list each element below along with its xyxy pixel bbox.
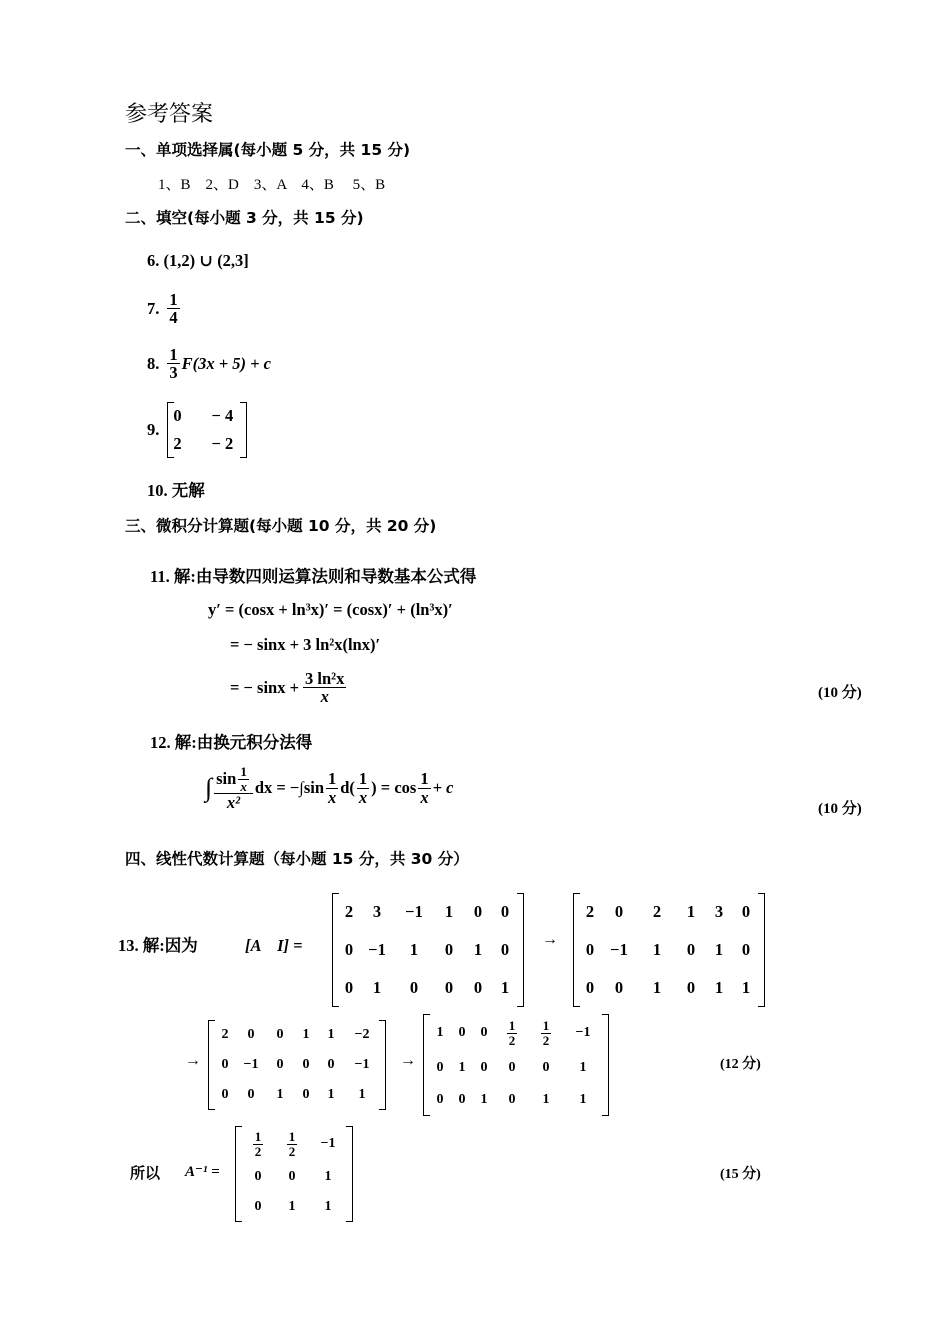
arrow-1: → [542, 931, 558, 948]
linalg.m1-cell: 0 [473, 978, 483, 997]
score-12: (12 分) [720, 1057, 761, 1072]
matrix-2-bracket [573, 893, 765, 1007]
q9-cell: 0 [173, 406, 182, 425]
q11-line1: y′ = (cosx + ln³x)′ = (cosx)′ + (ln³x)′ [208, 600, 453, 619]
linalg.m4-cell: 0 [480, 1060, 488, 1075]
linalg.m4-cell: 0 [508, 1092, 516, 1107]
q12-main-numerator [214, 765, 253, 794]
q8-fraction [167, 346, 179, 382]
q12-frac3-num: 1 [358, 769, 368, 789]
q8-denominator: 3 [169, 363, 178, 383]
q11-denominator: x [320, 687, 329, 707]
linalg.m2-cell: 0 [585, 940, 595, 959]
linalg.inv-cell: 1 [324, 1199, 332, 1214]
m4-cell [529, 1014, 563, 1052]
page-title: 参考答案 [125, 102, 214, 127]
inv-cell [241, 1126, 275, 1162]
linalg.m1-cell: 2 [344, 902, 354, 921]
q12-d: d( [340, 778, 355, 798]
q11-line3-prefix: = − sinx + [230, 677, 300, 697]
linalg.m2-cell: 1 [714, 940, 724, 959]
half-fraction: $\frac{1}{2}$ [508, 1017, 516, 1048]
linalg.m1-cell: −1 [405, 902, 423, 921]
answer-q7 [147, 291, 182, 327]
q12-constant: + c [432, 778, 454, 798]
q9-label: 9. [147, 420, 160, 439]
linalg.m4-cell: 1 [579, 1092, 587, 1107]
matrix-3-bracket [208, 1020, 386, 1110]
linalg.m4-cell: 0 [436, 1060, 444, 1075]
q13-heading: 13. 解:因为 [118, 936, 198, 955]
q7-denominator: 4 [169, 308, 178, 328]
half-fraction: $\frac{1}{2}$ [542, 1017, 550, 1048]
linalg.m1-cell: 0 [409, 978, 419, 997]
so-label: 所以 [130, 1166, 161, 1182]
inv-cell [275, 1126, 309, 1162]
m4-cell: −1 [575, 1025, 591, 1040]
q12-heading: 12. 解:由换元积分法得 [150, 733, 313, 752]
linalg.m1-cell: 1 [409, 940, 419, 959]
linalg.m1-cell: 1 [500, 978, 510, 997]
q12-cos: ) = cos [371, 778, 417, 798]
inv-cell: −1 [320, 1136, 336, 1151]
linalg.m3-cell: 0 [221, 1087, 229, 1102]
q7-numerator: 1 [169, 290, 178, 309]
half-fraction: $\frac{1}{2}$ [288, 1128, 296, 1159]
m4-cell: 0 [458, 1025, 466, 1040]
q12-main-denominator: x² [226, 793, 241, 813]
linalg.m2-cell: 0 [686, 978, 696, 997]
section-heading-linear-algebra: 四、线性代数计算题（每小题 15 分，共 30 分） [125, 850, 469, 868]
q12-inner-den: x [240, 778, 247, 794]
linalg.m3-cell: 0 [221, 1057, 229, 1072]
linalg.m1-cell: 1 [444, 902, 454, 921]
linalg.m3-cell: 0 [276, 1027, 284, 1042]
answer-q10: 10. 无解 [147, 481, 205, 500]
inverse-matrix [235, 1126, 353, 1222]
linalg.m2-cell: 0 [614, 978, 624, 997]
linalg.m3-cell: 1 [302, 1027, 310, 1042]
q12-frac2-num: 1 [328, 769, 337, 789]
m4-cell: 0 [480, 1025, 488, 1040]
q9-cell: − 4 [211, 406, 234, 425]
linalg.m3-cell: 0 [327, 1057, 335, 1072]
linalg.m4-cell: 1 [579, 1060, 587, 1075]
linalg.m4-cell: 0 [508, 1060, 516, 1075]
q12-frac4-den: x [420, 787, 429, 807]
q11-line2: = − sinx + 3 ln²x(lnx)′ [230, 635, 381, 654]
matrix-3 [208, 1020, 386, 1110]
linalg.m2-cell: 0 [741, 940, 751, 959]
q11-fraction [303, 670, 346, 706]
linalg.m1-cell: −1 [368, 940, 386, 959]
arrow-2: → [185, 1052, 201, 1069]
linalg.m3-cell: −2 [354, 1027, 370, 1042]
linalg.inv-cell: 0 [288, 1169, 296, 1184]
q9-matrix [167, 402, 247, 458]
linalg.m2-cell: 1 [686, 902, 696, 921]
q8-label: 8. [147, 353, 160, 373]
linalg.m2-cell: 2 [585, 902, 595, 921]
linalg.inv-cell: 1 [324, 1169, 332, 1184]
answer-q6: 6. (1,2) ∪ (2,3] [147, 251, 249, 270]
matrix-1-bracket [332, 893, 524, 1007]
q11-numerator: 3 ln²x [305, 669, 345, 688]
linalg.m3-cell: 1 [276, 1087, 284, 1102]
linalg.m3-cell: 0 [247, 1027, 255, 1042]
matrix-4-bracket [423, 1014, 609, 1116]
q12-score: (10 分) [818, 801, 862, 817]
q8-numerator: 1 [169, 345, 178, 364]
linalg.m3-cell: 0 [247, 1087, 255, 1102]
linalg.m1-cell: 3 [372, 902, 382, 921]
linalg.inv-cell: 0 [254, 1169, 262, 1184]
linalg.m3-cell: 0 [276, 1057, 284, 1072]
linalg.m2-cell: −1 [610, 940, 628, 959]
choice-answers: 1、B 2、D 3、A 4、B 5、B [158, 177, 386, 193]
linalg.m2-cell: 0 [741, 902, 751, 921]
linalg.m4-cell: 1 [480, 1092, 488, 1107]
q12-main-fraction [214, 765, 253, 812]
section-heading-fill: 二、填空(每小题 3 分，共 15 分) [125, 209, 364, 227]
linalg.m2-cell: 0 [686, 940, 696, 959]
linalg.m3-cell: 0 [302, 1087, 310, 1102]
arrow-3: → [400, 1052, 416, 1069]
linalg.m4-cell: 1 [542, 1092, 550, 1107]
linalg.m2-cell: 3 [714, 902, 724, 921]
linalg.m1-cell: 0 [344, 940, 354, 959]
linalg.m2-cell: 1 [714, 978, 724, 997]
linalg.m1-cell: 1 [372, 978, 382, 997]
score-15: (15 分) [720, 1167, 761, 1182]
linalg.m1-cell: 0 [473, 902, 483, 921]
q9-cell: − 2 [211, 434, 234, 453]
m4-cell: 1 [436, 1025, 444, 1040]
q7-label: 7. [147, 298, 160, 318]
q12-frac3-den: x [358, 787, 368, 807]
linalg.m3-cell: 1 [358, 1087, 366, 1102]
q12-frac2 [326, 770, 338, 806]
m4-cell [495, 1014, 529, 1052]
matrix-2 [573, 893, 765, 1007]
section-heading-calculus: 三、微积分计算题(每小题 10 分，共 20 分) [125, 517, 437, 535]
linalg.inv-cell: 1 [288, 1199, 296, 1214]
linalg.m3-cell: 1 [327, 1087, 335, 1102]
q12-frac3 [357, 770, 369, 806]
linalg.m3-cell: 0 [302, 1057, 310, 1072]
linalg.m4-cell: 0 [458, 1092, 466, 1107]
q12-dx: dx = −∫sin [254, 778, 324, 798]
q11-score: (10 分) [818, 685, 862, 701]
linalg.m2-cell: 0 [585, 978, 595, 997]
linalg.m2-cell: 1 [741, 978, 751, 997]
integral-sign: ∫ [205, 773, 213, 803]
linalg.m1-cell: 0 [500, 940, 510, 959]
answer-q9 [147, 402, 247, 458]
q9-cell: 2 [173, 434, 182, 453]
q13-AI: [A I] = [245, 936, 303, 955]
q11-line3 [230, 670, 348, 706]
linalg.m3-cell: −1 [243, 1057, 259, 1072]
section-heading-choice: 一、单项选择属(每小题 5 分，共 15 分) [125, 141, 411, 159]
answer-q8 [147, 346, 271, 382]
q12-sin: sin [216, 769, 237, 789]
linalg.m3-cell: −1 [354, 1057, 370, 1072]
q12-inner-num: 1 [240, 764, 247, 779]
A-inverse-label: A⁻¹ = [185, 1164, 220, 1180]
q12-frac2-den: x [328, 787, 337, 807]
linalg.m2-cell: 1 [652, 978, 662, 997]
q11-heading: 11. 解:由导数四则运算法则和导数基本公式得 [150, 567, 477, 586]
q12-formula [205, 765, 453, 812]
q12-inner-fraction [238, 765, 249, 793]
linalg.m1-cell: 0 [344, 978, 354, 997]
q12-frac4-num: 1 [420, 769, 429, 789]
half-fraction: $\frac{1}{2}$ [254, 1128, 262, 1159]
q12-frac4 [418, 770, 430, 806]
matrix-1 [332, 893, 524, 1007]
linalg.m1-cell: 0 [444, 940, 454, 959]
linalg.m4-cell: 0 [436, 1092, 444, 1107]
linalg.inv-cell: 0 [254, 1199, 262, 1214]
linalg.m2-cell: 1 [652, 940, 662, 959]
linalg.m4-cell: 1 [458, 1060, 466, 1075]
linalg.m1-cell: 0 [500, 902, 510, 921]
q7-fraction [167, 291, 179, 327]
linalg.m2-cell: 0 [614, 902, 624, 921]
q8-expression: F(3x + 5) + c [181, 353, 271, 373]
linalg.m1-cell: 0 [444, 978, 454, 997]
linalg.m3-cell: 2 [221, 1027, 229, 1042]
linalg.m1-cell: 1 [473, 940, 483, 959]
matrix-4 [423, 1014, 609, 1116]
inverse-matrix-bracket [235, 1126, 353, 1222]
linalg.m4-cell: 0 [542, 1060, 550, 1075]
linalg.m3-cell: 1 [327, 1027, 335, 1042]
linalg.m2-cell: 2 [652, 902, 662, 921]
